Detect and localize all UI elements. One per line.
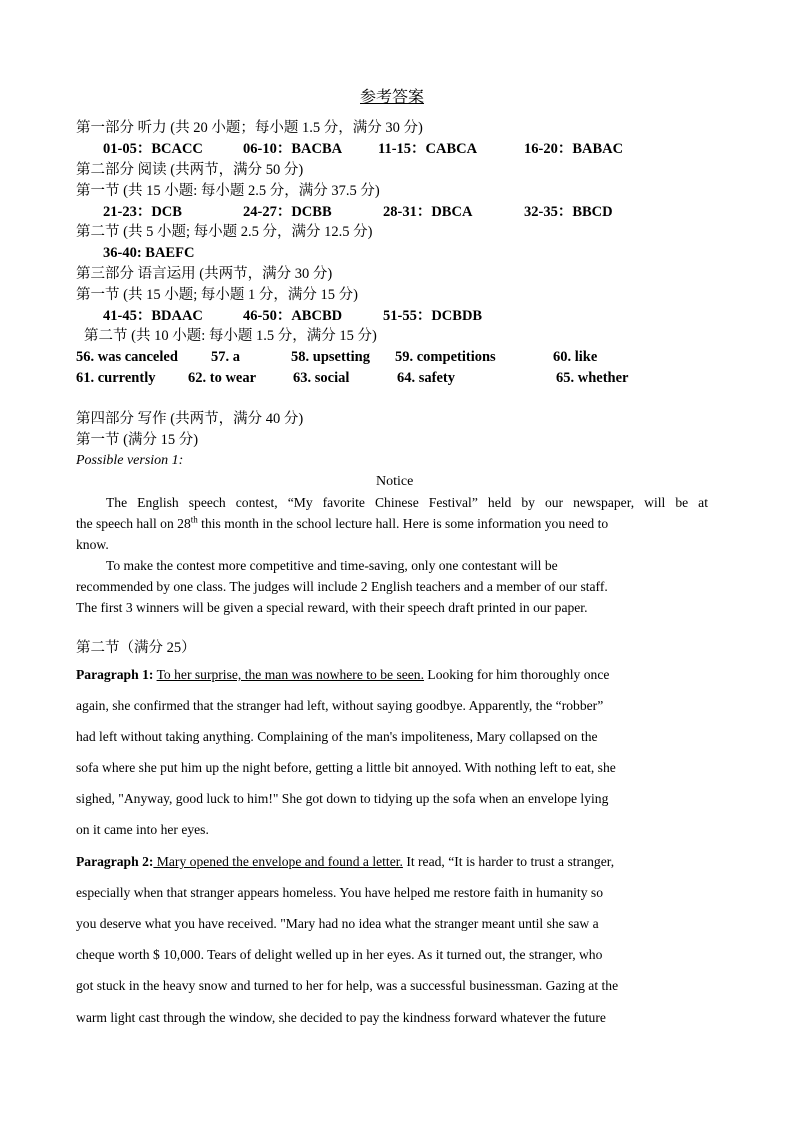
paragraph1-line: sofa where she put him up the night before, getting a little bit annoyed. With nothing left to eat, she [76, 760, 616, 775]
notice-line: the speech hall on 28th this month in the school lecture hall. Here is some information you need to [76, 514, 609, 531]
answer-group: 36-40: BAEFC [103, 245, 195, 261]
notice-title: Notice [376, 474, 414, 489]
answer-item: 63. social [293, 370, 350, 386]
paragraph2-line: especially when that stranger appears homeless. You have helped me restore faith in humanity so [76, 885, 603, 900]
paragraph2-line: warm light cast through the window, she decided to pay the kindness forward whatever the future [76, 1010, 606, 1025]
answer-item: 59. competitions [395, 349, 496, 365]
writing-header: 第四部分 写作 (共两节，满分 40 分) [76, 411, 304, 427]
writing-section2-header: 第二节（满分 25） [76, 640, 196, 656]
paragraph2-line: got stuck in the heavy snow and turned to her for help, was a successful businessman. Gazing at the [76, 978, 619, 993]
answer-group: 28-31：DBCA [383, 204, 473, 220]
paragraph1-line: again, she confirmed that the stranger had left, without saying goodbye. Apparently, the “robber” [76, 698, 604, 713]
paragraph2-line: you deserve what you have received. "Mary had no idea what the stranger meant until she saw a [76, 916, 599, 931]
answer-item: 57. a [211, 349, 240, 365]
notice-line: The English speech contest, “My favorite Chinese Festival” held by our newspaper, will be at [106, 495, 708, 510]
answer-group: 46-50：ABCBD [243, 308, 343, 324]
answer-item: 61. currently [76, 370, 156, 386]
notice-line: The first 3 winners will be given a special reward, with their speech draft printed in our paper. [76, 600, 588, 615]
paragraph1-line: had left without taking anything. Complaining of the man's impoliteness, Mary collapsed on the [76, 729, 598, 744]
notice-line: know. [76, 537, 109, 552]
paragraph1-line: Paragraph 1: To her surprise, the man was nowhere to be seen. Looking for him thoroughly once [76, 667, 610, 682]
paragraph1-line: sighed, "Anyway, good luck to him!" She got down to tidying up the sofa when an envelope lying [76, 791, 609, 806]
answer-item: 60. like [553, 349, 598, 365]
answer-item: 64. safety [397, 370, 455, 386]
answer-group: 16-20：BABAC [524, 141, 624, 157]
version-label: Possible version 1: [76, 453, 184, 468]
paragraph1-line: on it came into her eyes. [76, 822, 209, 837]
answer-item: 58. upsetting [291, 349, 370, 365]
answer-group: 06-10：BACBA [243, 141, 343, 157]
paragraph2-line: Paragraph 2: Mary opened the envelope and found a letter. It read, “It is harder to trust a stranger, [76, 854, 615, 869]
reading-header: 第二部分 阅读 (共两节，满分 50 分) [76, 162, 304, 178]
answer-group: 51-55：DCBDB [383, 308, 483, 324]
listening-header: 第一部分 听力 (共 20 小题；每小题 1.5 分，满分 30 分) [76, 120, 423, 136]
answer-item: 56. was canceled [76, 349, 178, 365]
answer-group: 01-05：BCACC [103, 141, 203, 157]
language-header: 第三部分 语言运用 (共两节，满分 30 分) [76, 266, 333, 282]
reading-section2-header: 第二节 (共 5 小题; 每小题 2.5 分，满分 12.5 分) [76, 224, 373, 240]
answer-group: 24-27：DCBB [243, 204, 332, 220]
answer-item: 65. whether [556, 370, 629, 386]
page-title: 参考答案 [360, 89, 425, 106]
answer-group: 11-15：CABCA [378, 141, 478, 157]
answer-group: 32-35：BBCD [524, 204, 613, 220]
paragraph2-line: cheque worth $ 10,000. Tears of delight welled up in her eyes. As it turned out, the stranger, who [76, 947, 603, 962]
reading-section1-header: 第一节 (共 15 小题: 每小题 2.5 分，满分 37.5 分) [76, 183, 380, 199]
language-section2-header: 第二节 (共 10 小题: 每小题 1.5 分，满分 15 分) [84, 328, 377, 344]
language-section1-header: 第一节 (共 15 小题; 每小题 1 分，满分 15 分) [76, 287, 358, 303]
writing-section1-header: 第一节 (满分 15 分) [76, 432, 199, 448]
notice-line: recommended by one class. The judges will include 2 English teachers and a member of our staff. [76, 579, 608, 594]
answer-group: 41-45：BDAAC [103, 308, 203, 324]
answer-item: 62. to wear [188, 370, 257, 386]
notice-line: To make the contest more competitive and time-saving, only one contestant will be [106, 558, 558, 573]
answer-group: 21-23：DCB [103, 204, 182, 220]
